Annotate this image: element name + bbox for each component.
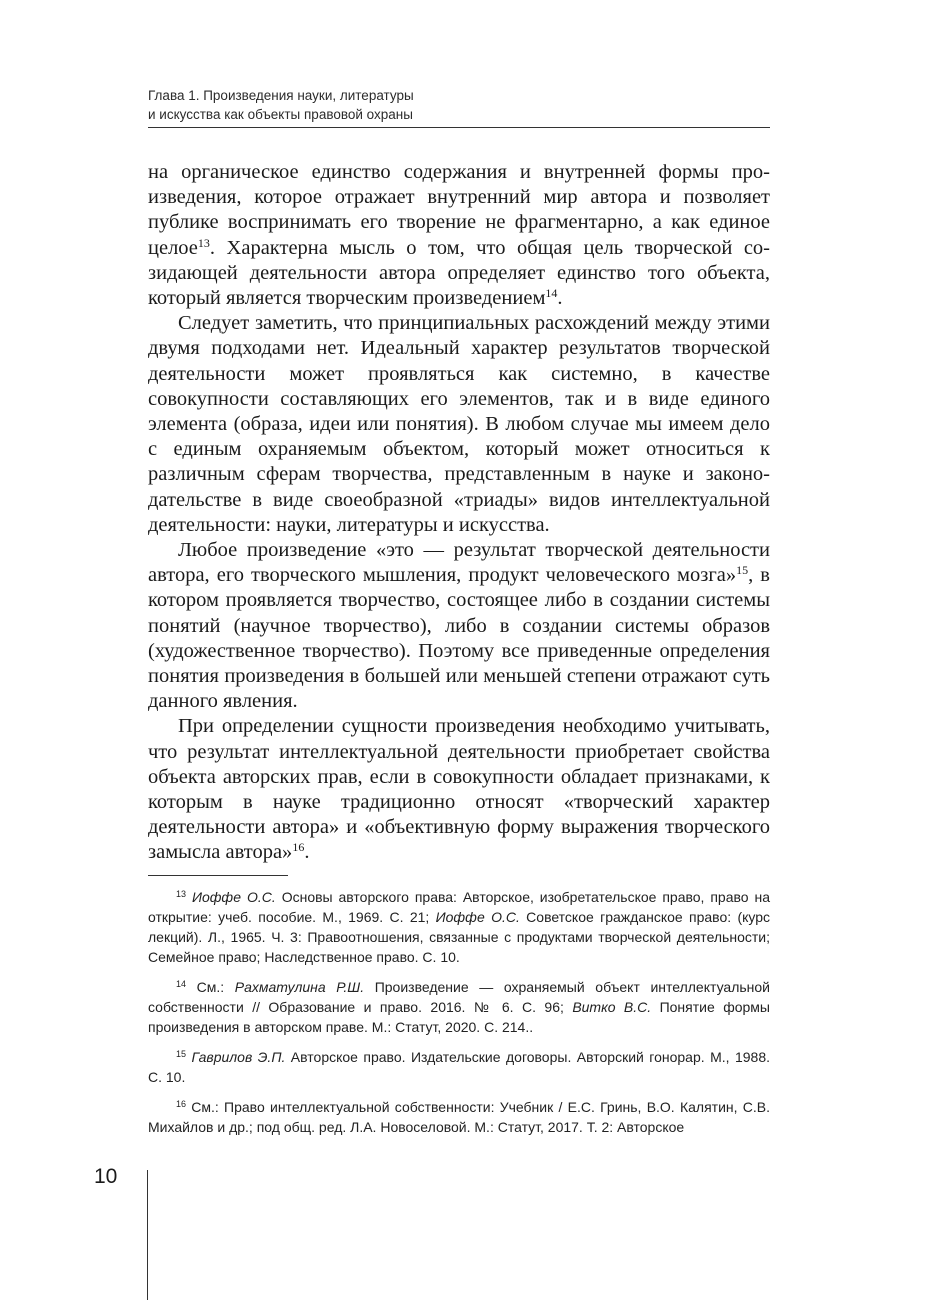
footnote-13-text-2: Советское гражданское право: (курс лекций). Л., 1965. Ч. 3: Правоотношения, связанные с продуктами творческой деятельности; Семейное право; Наследственное право. С. 10. <box>148 909 771 965</box>
footnote-14-prefix: См.: <box>186 979 235 995</box>
page-number: 10 <box>94 1165 118 1188</box>
footnote-15-text-1: Авторское право. Издательские договоры. Авторский гонорар. М., 1988. С. 10. <box>148 1049 770 1085</box>
footnote-separator <box>148 875 288 876</box>
paragraph-2: Следует заметить, что принципиальных расхождений между этими двумя подходами нет. Идеальный характер результатов творческой деятельности может проявляться как системно, в качестве совокупности составляющих его элементов, так и в виде единого элемента (образа, идеи или понятия). В любом случае мы имеем дело с единым охраняемым объектом, который может относиться к различным сферам творчества, представленным в науке и законодательстве в виде своеобразной «триады» видов интеллектуальной деятельности: науки, литературы и искусства. <box>148 312 770 536</box>
footnote-16 <box>148 1097 770 1137</box>
footnote-13-number: 13 <box>176 889 187 900</box>
footnote-14-author-2: Витко В.С. <box>572 999 652 1015</box>
paragraph-1-part-c: . <box>557 287 563 310</box>
paragraph-4-part-b: . <box>304 841 310 864</box>
main-text <box>148 160 770 866</box>
footnote-ref-15[interactable]: 15 <box>736 563 749 578</box>
footnote-13-author-2: Иоффе О.С. <box>435 909 520 925</box>
paragraph-3 <box>148 538 770 714</box>
footnote-14-author-1: Рахматулина Р.Ш. <box>234 979 365 995</box>
paragraph-3-part-b: , в котором проявляется творчество, состоящее либо в создании системы понятий (научное творчество), либо в создании системы образов (художественное творчество). Поэтому все приведенные определения понятия произведения в большей или меньшей степени отражают суть данного явления. <box>148 564 770 713</box>
footnote-13-text-1: Основы авторского права: Авторское, изобретательское право, право на открытие: учеб. пособие. М., 1969. С. 21; <box>148 889 771 925</box>
footnote-15 <box>148 1047 770 1087</box>
running-header <box>148 86 770 124</box>
paragraph-4 <box>148 714 770 865</box>
running-header-line-2: и искусства как объекты правовой охраны <box>148 107 413 122</box>
paragraph-3-part-a: Любое произведение «это — результат творческой деятельности автора, его творческого мышления, продукт человеческого мозга» <box>148 539 770 587</box>
footnote-13 <box>148 887 770 967</box>
footnote-14-text-2: Понятие формы произведения в авторском праве. М.: Статут, 2020. С. 214.. <box>148 999 770 1035</box>
footnote-ref-14[interactable]: 14 <box>545 285 558 300</box>
paragraph-1-part-a: на органическое единство содержания и внутренней формы произведения, которое отражает внутренний мир автора и позволяет публике воспринимать его творение не фрагментарно, а как единое целое <box>148 161 770 259</box>
footnote-15-author-1: Гаврилов Э.П. <box>191 1049 286 1065</box>
paragraph-1 <box>148 160 770 311</box>
page-margin-rule <box>147 1170 148 1300</box>
footnote-13-author-1: Иоффе О.С. <box>191 889 276 905</box>
footnote-ref-16[interactable]: 16 <box>292 840 305 855</box>
footnote-ref-13[interactable]: 13 <box>197 235 210 250</box>
running-header-line-1: Глава 1. Произведения науки, литературы <box>148 88 414 103</box>
paragraph-4-part-a: При определении сущности произведения необходимо учитывать, что результат интеллектуальной деятельности приобретает свойства объекта авторских прав, если в совокупности обладает признаками, к которым в науке традиционно относят «творческий характер деятельности автора» и «объективную форму выражения творческого замысла автора» <box>148 715 770 864</box>
footnote-14 <box>148 977 770 1037</box>
footnote-16-number: 16 <box>176 1099 187 1110</box>
footnotes <box>148 887 770 1147</box>
footnote-15-number: 15 <box>176 1049 187 1060</box>
footnote-16-text-1: См.: Право интеллектуальной собственности: Учебник / Е.С. Гринь, В.О. Калятин, С.В. Михайлов и др.; под общ. ред. Л.А. Новоселовой. М.: Статут, 2017. Т. 2: Авторское <box>148 1099 770 1135</box>
header-divider <box>148 127 770 128</box>
footnote-14-number: 14 <box>176 979 187 990</box>
paragraph-1-part-b: . Характерна мысль о том, что общая цель творческой созидающей деятельности автора определяет единство того объекта, который является творческим произведением <box>148 236 770 310</box>
footnote-14-text-1: Произведение — охраняемый объект интеллектуальной собственности // Образование и право. 2016. № 6. С. 96; <box>148 979 771 1015</box>
